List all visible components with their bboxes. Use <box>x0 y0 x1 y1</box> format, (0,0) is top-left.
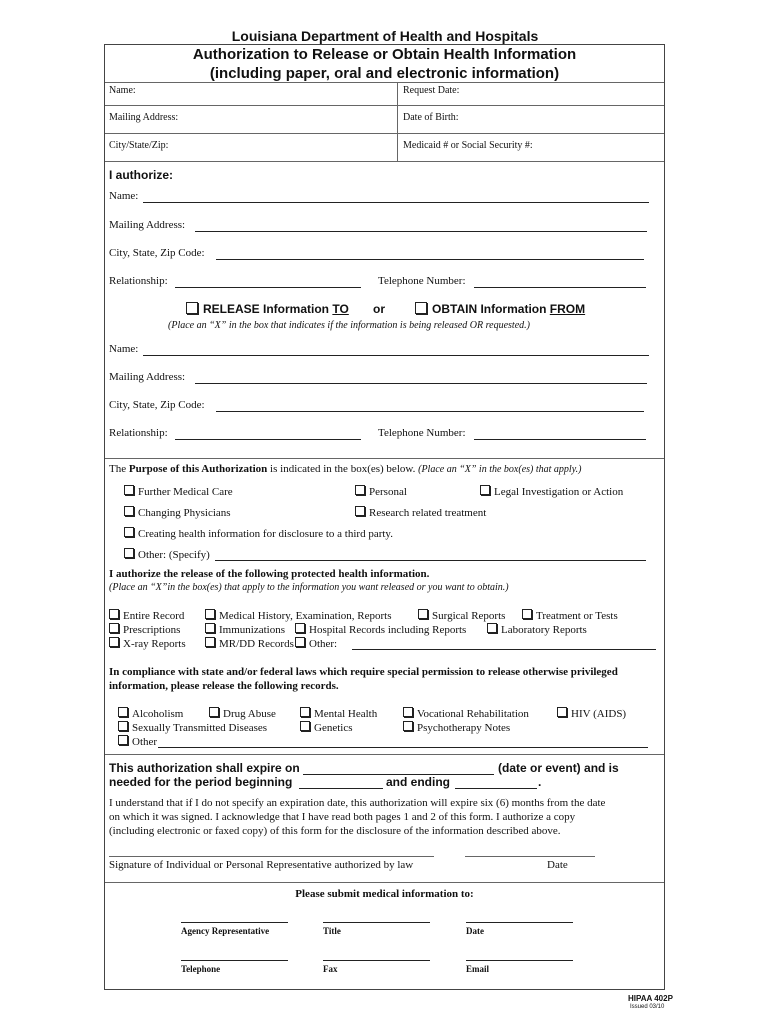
release-to-option[interactable] <box>186 302 349 316</box>
disclaimer-line2: on which it was signed. I acknowledge that I have read both pages 1 and 2 of this form. I authorize a copy <box>109 811 576 823</box>
rec-mailing-field[interactable] <box>195 383 647 384</box>
rec-city-field[interactable] <box>216 411 644 412</box>
auth-name-field[interactable] <box>143 202 649 203</box>
rec-city-label: City, State, Zip Code: <box>109 399 205 411</box>
legal-investigation-option[interactable]: Legal Investigation or Action <box>480 485 623 498</box>
further-medical-care-option[interactable]: Further Medical Care <box>124 485 233 498</box>
protected-instruction: (Place an “X”in the box(es) that apply to the information you want released or you want to obtain.) <box>109 582 509 593</box>
authorize-heading: I authorize: <box>109 168 174 182</box>
medicaid-label: Medicaid # or Social Security #: <box>403 140 533 151</box>
checkbox[interactable] <box>487 623 497 633</box>
immunizations-option[interactable]: Immunizations <box>205 623 285 636</box>
prescriptions-option[interactable]: Prescriptions <box>109 623 180 636</box>
obtain-from-label: FROM <box>549 302 586 316</box>
expire-line1-a: This authorization shall expire on <box>109 761 300 775</box>
checkbox[interactable] <box>124 548 134 558</box>
release-checkbox[interactable] <box>186 302 198 314</box>
patient-city-label: City/State/Zip: <box>109 140 169 151</box>
psychotherapy-option[interactable]: Psychotherapy Notes <box>403 721 510 734</box>
vocational-option[interactable]: Vocational Rehabilitation <box>403 707 529 720</box>
email-field[interactable] <box>466 960 573 961</box>
rec-telephone-field[interactable] <box>474 439 646 440</box>
signature-date-field[interactable] <box>465 856 595 857</box>
telephone-label: Telephone <box>181 964 221 974</box>
title-label: Title <box>323 926 341 936</box>
divider <box>105 82 664 83</box>
divider <box>105 105 664 106</box>
signature-date-label: Date <box>547 859 568 871</box>
purpose-intro: The Purpose of this Authorization is indicated in the box(es) below. (Place an “X” in the box(es) that apply.) <box>109 463 582 475</box>
checkbox[interactable] <box>209 707 219 717</box>
compliance-line1: In compliance with state and/or federal laws which require special permission to release otherwise privileged <box>109 666 618 678</box>
fax-label: Fax <box>323 964 338 974</box>
divider <box>105 754 664 755</box>
checkbox[interactable] <box>355 485 365 495</box>
checkbox[interactable] <box>522 609 532 619</box>
checkbox[interactable] <box>109 637 119 647</box>
divider <box>105 458 664 459</box>
checkbox[interactable] <box>205 609 215 619</box>
expire-line2-c: . <box>538 775 542 789</box>
compliance-line2: information, please release the following records. <box>109 680 339 692</box>
checkbox[interactable] <box>480 485 490 495</box>
patient-mailing-label: Mailing Address: <box>109 112 179 123</box>
auth-mailing-label: Mailing Address: <box>109 219 186 231</box>
std-option[interactable]: Sexually Transmitted Diseases <box>118 721 267 734</box>
patient-name-label: Name: <box>109 85 136 96</box>
auth-name-label: Name: <box>109 190 139 202</box>
submit-heading: Please submit medical information to: <box>295 888 474 900</box>
form-title: Authorization to Release or Obtain Health Information <box>192 46 577 63</box>
rec-mailing-label: Mailing Address: <box>109 371 186 383</box>
checkbox[interactable] <box>124 485 134 495</box>
checkbox[interactable] <box>295 623 305 633</box>
period-end-field[interactable] <box>455 788 537 789</box>
personal-option[interactable]: Personal <box>355 485 407 498</box>
auth-relationship-label: Relationship: <box>109 275 168 287</box>
drug-abuse-option[interactable]: Drug Abuse <box>209 707 276 720</box>
checkbox[interactable] <box>300 721 310 731</box>
rec-relationship-field[interactable] <box>175 439 361 440</box>
checkbox[interactable] <box>205 623 215 633</box>
treatment-tests-option[interactable]: Treatment or Tests <box>522 609 618 622</box>
release-to-label: TO <box>332 302 349 316</box>
checkbox[interactable] <box>418 609 428 619</box>
checkbox[interactable] <box>109 609 119 619</box>
obtain-from-option[interactable] <box>415 302 585 316</box>
rec-name-label: Name: <box>109 343 139 355</box>
form-id: HIPAA 402P <box>628 994 673 1003</box>
disclaimer-line1: I understand that if I do not specify an expiration date, this authorization will expire six (6) months from the date <box>109 797 606 809</box>
checkbox[interactable] <box>295 637 305 647</box>
protected-heading: I authorize the release of the following protected health information. <box>109 568 430 580</box>
surgical-reports-option[interactable]: Surgical Reports <box>418 609 505 622</box>
agency-rep-field[interactable] <box>181 922 288 923</box>
compliance-other-option[interactable]: Other <box>118 735 157 748</box>
obtain-checkbox[interactable] <box>415 302 427 314</box>
expire-line2-b: and ending <box>386 775 450 789</box>
checkbox[interactable] <box>124 527 134 537</box>
rec-relationship-label: Relationship: <box>109 427 168 439</box>
divider <box>105 133 664 134</box>
auth-telephone-label: Telephone Number: <box>378 275 466 287</box>
obtain-label: OBTAIN Information <box>432 302 547 316</box>
hospital-records-option[interactable]: Hospital Records including Reports <box>295 623 466 636</box>
rec-telephone-label: Telephone Number: <box>378 427 466 439</box>
telephone-field[interactable] <box>181 960 288 961</box>
release-instruction: (Place an “X” in the box that indicates if the information is being released OR requested.) <box>168 320 530 331</box>
period-begin-field[interactable] <box>299 788 383 789</box>
divider <box>105 882 664 883</box>
signature-field[interactable] <box>109 856 434 857</box>
genetics-option[interactable]: Genetics <box>300 721 352 734</box>
protected-other-option[interactable]: Other: <box>295 637 337 650</box>
expire-line1-b: (date or event) and is <box>498 761 619 775</box>
medical-history-option[interactable]: Medical History, Examination, Reports <box>205 609 392 622</box>
submit-date-label: Date <box>466 926 484 936</box>
agency-title: Louisiana Department of Health and Hospitals <box>231 28 539 44</box>
compliance-other-field[interactable] <box>158 747 648 748</box>
checkbox[interactable] <box>403 721 413 731</box>
auth-city-label: City, State, Zip Code: <box>109 247 205 259</box>
xray-reports-option[interactable]: X-ray Reports <box>109 637 186 650</box>
divider <box>397 82 398 161</box>
auth-relationship-field[interactable] <box>175 287 361 288</box>
third-party-option[interactable]: Creating health information for disclosure to a third party. <box>124 527 393 540</box>
purpose-other-option[interactable]: Other: (Specify) <box>124 548 210 561</box>
laboratory-reports-option[interactable]: Laboratory Reports <box>487 623 587 636</box>
research-option[interactable]: Research related treatment <box>355 506 486 519</box>
checkbox[interactable] <box>355 506 365 516</box>
purpose-other-field[interactable] <box>215 560 646 561</box>
request-date-label: Request Date: <box>403 85 460 96</box>
agency-rep-label: Agency Representative <box>181 926 270 936</box>
protected-other-field[interactable] <box>352 649 656 650</box>
signature-label: Signature of Individual or Personal Representative authorized by law <box>109 859 414 871</box>
form-subtitle: (including paper, oral and electronic information) <box>209 65 560 82</box>
email-label: Email <box>466 964 490 974</box>
submit-date-field[interactable] <box>466 922 573 923</box>
divider <box>105 161 664 162</box>
auth-mailing-field[interactable] <box>195 231 647 232</box>
checkbox[interactable] <box>403 707 413 717</box>
title-field[interactable] <box>323 922 430 923</box>
mrdd-records-option[interactable]: MR/DD Records <box>205 637 294 650</box>
auth-telephone-field[interactable] <box>474 287 646 288</box>
mental-health-option[interactable]: Mental Health <box>300 707 377 720</box>
issued-date: Issued 03/10 <box>630 1004 665 1010</box>
rec-name-field[interactable] <box>143 355 649 356</box>
checkbox[interactable] <box>118 721 128 731</box>
entire-record-option[interactable]: Entire Record <box>109 609 184 622</box>
expire-line2-a: needed for the period beginning <box>109 775 293 789</box>
checkbox[interactable] <box>205 637 215 647</box>
checkbox[interactable] <box>109 623 119 633</box>
checkbox[interactable] <box>118 707 128 717</box>
changing-physicians-option[interactable]: Changing Physicians <box>124 506 231 519</box>
or-label: or <box>373 302 385 316</box>
disclaimer-line3: (including electronic or faxed copy) of this form for the disclosure of the information described above. <box>109 825 561 837</box>
auth-city-field[interactable] <box>216 259 644 260</box>
checkbox[interactable] <box>557 707 567 717</box>
hiv-option[interactable]: HIV (AIDS) <box>557 707 626 720</box>
fax-field[interactable] <box>323 960 430 961</box>
release-label: RELEASE Information <box>203 302 330 316</box>
alcoholism-option[interactable]: Alcoholism <box>118 707 183 720</box>
checkbox[interactable] <box>124 506 134 516</box>
dob-label: Date of Birth: <box>403 112 459 123</box>
checkbox[interactable] <box>118 735 128 745</box>
checkbox[interactable] <box>300 707 310 717</box>
